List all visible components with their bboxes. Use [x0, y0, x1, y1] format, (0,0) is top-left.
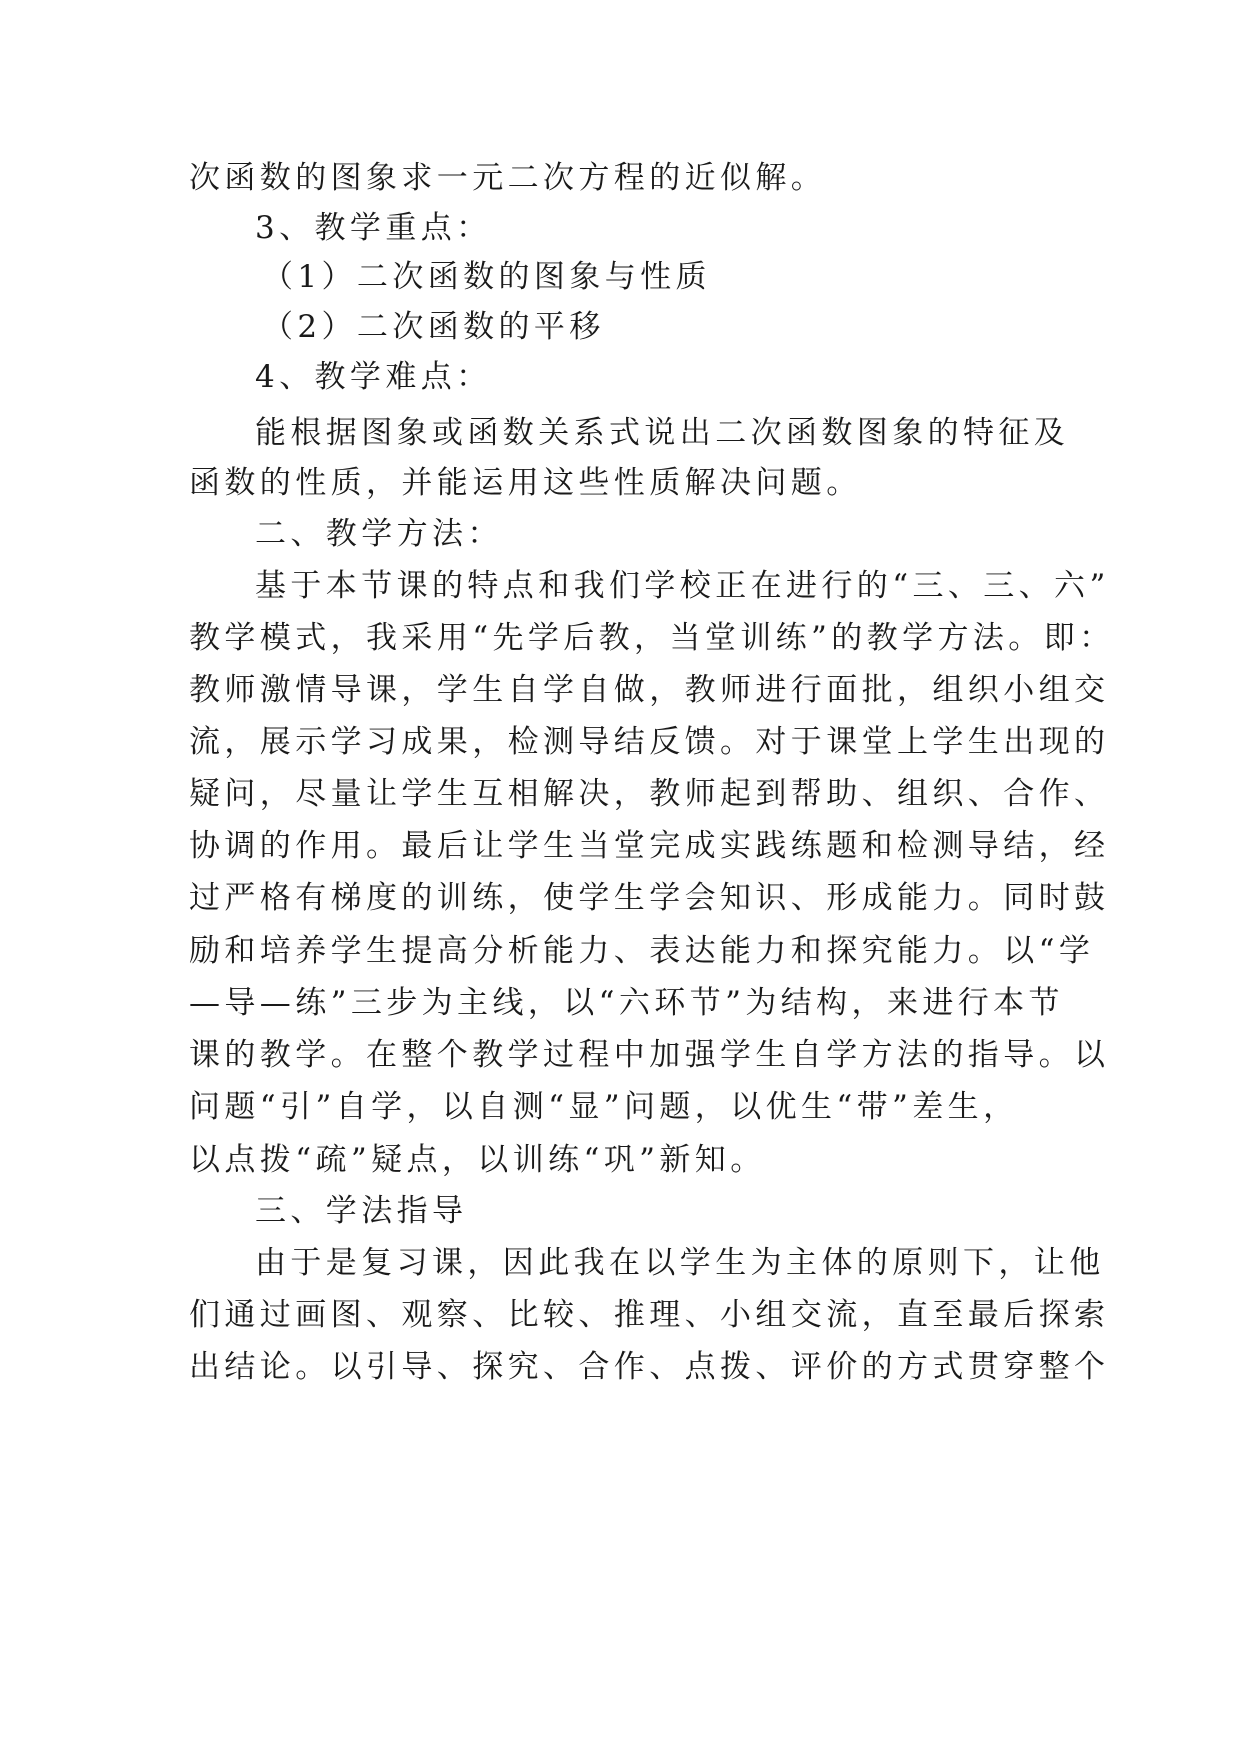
paragraph-line: 课的教学。在整个教学过程中加强学生自学方法的指导。以 [189, 1037, 1110, 1073]
paragraph-line: 以点拨“疏”疑点，以训练“巩”新知。 [189, 1142, 766, 1178]
paragraph-line: 由于是复习课，因此我在以学生为主体的原则下，让他 [255, 1245, 1105, 1281]
paragraph-line: 出结论。以引导、探究、合作、点拨、评价的方式贯穿整个 [189, 1349, 1110, 1385]
paragraph-line: 问题“引”自学，以自测“显”问题，以优生“带”差生， [189, 1089, 1019, 1125]
paragraph-line: 函数的性质，并能运用这些性质解决问题。 [189, 465, 862, 501]
paragraph-line: 疑问，尽量让学生互相解决，教师起到帮助、组织、合作、 [189, 776, 1110, 812]
list-item: （1）二次函数的图象与性质 [262, 259, 711, 295]
section-heading-key-points: 3、教学重点： [255, 210, 492, 246]
paragraph-line: 教师激情导课，学生自学自做，教师进行面批，组织小组交 [189, 672, 1110, 708]
section-heading-study-guidance: 三、学法指导 [255, 1193, 468, 1229]
text-line: 次函数的图象求一元二次方程的近似解。 [189, 160, 827, 196]
section-heading-methods: 二、教学方法： [255, 516, 503, 552]
paragraph-line: 教学模式，我采用“先学后教，当堂训练”的教学方法。即： [189, 620, 1115, 656]
paragraph-line: 过严格有梯度的训练，使学生学会知识、形成能力。同时鼓 [189, 880, 1110, 916]
paragraph-line: 能根据图象或函数关系式说出二次函数图象的特征及 [255, 415, 1070, 451]
paragraph-line: 基于本节课的特点和我们学校正在进行的“三、三、六” [255, 568, 1110, 604]
paragraph-line: 协调的作用。最后让学生当堂完成实践练题和检测导结，经 [189, 828, 1110, 864]
section-heading-difficulties: 4、教学难点： [255, 359, 492, 395]
paragraph-line: —导—练”三步为主线，以“六环节”为结构，来进行本节 [189, 985, 1064, 1021]
paragraph-line: 励和培养学生提高分析能力、表达能力和探究能力。以“学 [189, 933, 1095, 969]
paragraph-line: 们通过画图、观察、比较、推理、小组交流，直至最后探索 [189, 1297, 1110, 1333]
paragraph-line: 流，展示学习成果，检测导结反馈。对于课堂上学生出现的 [189, 724, 1110, 760]
list-item: （2）二次函数的平移 [262, 309, 605, 345]
